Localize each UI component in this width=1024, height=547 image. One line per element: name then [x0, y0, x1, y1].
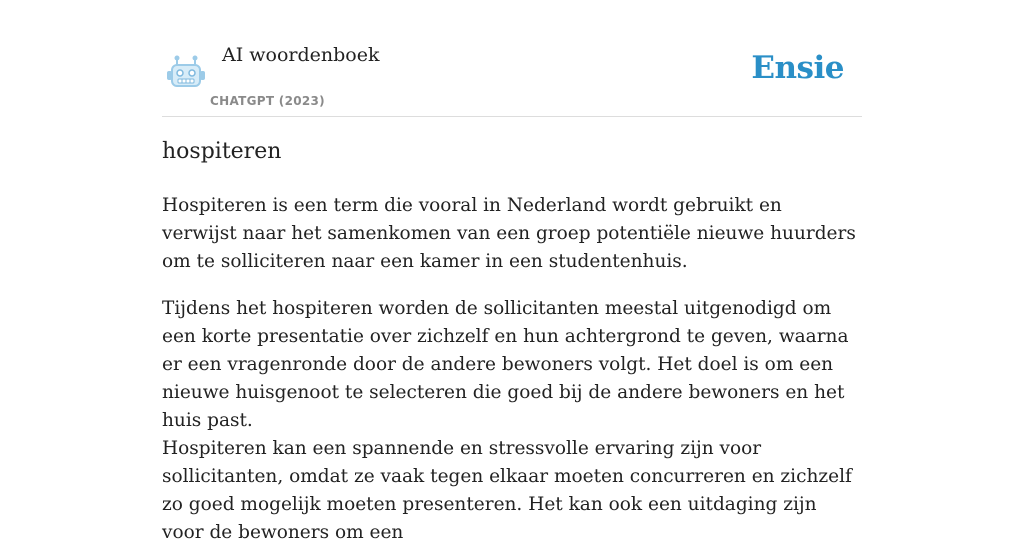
page: [162, 0, 862, 543]
source-subtitle: CHATGPT (2023): [210, 94, 325, 108]
brand-logo[interactable]: Ensie: [751, 50, 844, 86]
entry-paragraph: Tijdens het hospiteren worden de sollicitanten meestal uitgenodigd om een korte presentatie over zichzelf en hun achtergrond te geven, waarna er een vragenronde door de andere bewoners volgt. Het doel is om een nieuwe huisgenoot te selecteren die goed bij de andere bewoners en het huis past.: [162, 298, 849, 431]
source-title[interactable]: AI woordenboek: [222, 44, 380, 66]
entry-paragraph: Hospiteren kan een spannende en stressvolle ervaring zijn voor sollicitanten, omdat ze vaak tegen elkaar moeten concurreren en zichzelf zo goed mogelijk moeten presenteren. Het kan ook een uitdaging zijn voor de bewoners om een: [162, 438, 852, 543]
robot-icon: [166, 52, 206, 90]
entry-paragraph: Hospiteren is een term die vooral in Nederland wordt gebruikt en verwijst naar het samenkomen van een groep potentiële nieuwe huurders om te solliciteren naar een kamer in een studentenhuis.: [162, 195, 856, 272]
entry-term: hospiteren: [162, 139, 282, 164]
entry-header: [162, 0, 862, 117]
